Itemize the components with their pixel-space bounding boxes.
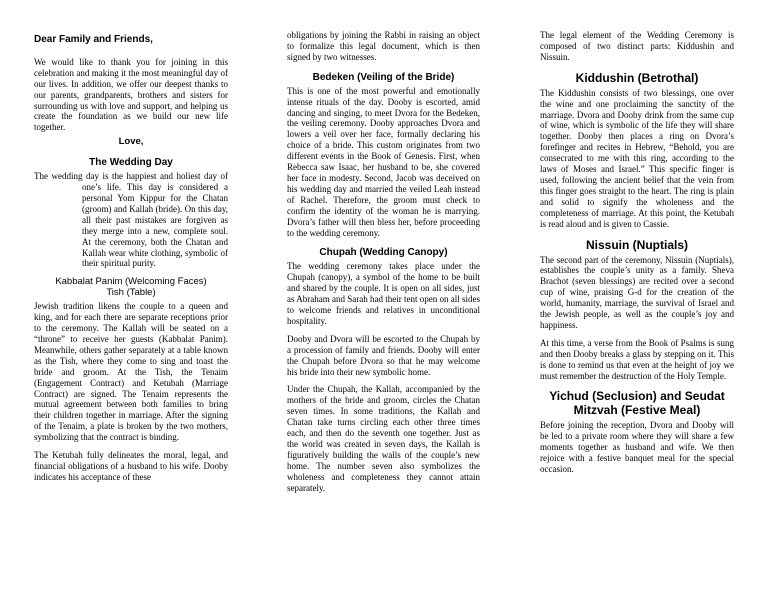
glass-breaking-paragraph: At this time, a verse from the Book of Psalms is sung and then Dooby breaks a glass by stepping on it. This is done to remind us that even at the height of joy we must remember the destruction of the Holy Temple. (540, 337, 734, 381)
column-middle (287, 30, 480, 501)
chupah-paragraph: The wedding ceremony takes place under the Chupah (canopy), a symbol of the home to be built and shared by the couple. It is open on all sides, just as Abraham and Sarah had their tent open on all sides to welcome friends and relatives in unconditional hospitality. (287, 261, 480, 326)
nissuin-heading: Nissuin (Nuptials) (585, 237, 688, 252)
nissuin-paragraph: The second part of the ceremony, Nissuin (Nuptials), establishes the couple’s unity as a family. Sheva Brachot (seven blessings) are recited over a second cup of wine, praising G-d for the creation of the world, humanity, marriage, the survival of Israel and the Jewish people, as well as the couple’s joy and happiness. (540, 254, 734, 330)
wedding-day-paragraph: The wedding day is the happiest and holiest day of one’s life. This day is considered a personal Yom Kippur for the Chatan (groom) and Kallah (bride). On this day, all their past mistakes are forgiven as they merge into a new, complete soul. At the ceremony, both the Chatan and Kallah wear white clothing, symbolic of their spiritual purity. (34, 171, 228, 269)
kiddushin-paragraph: The Kiddushin consists of two blessings, one over the wine and one proclaiming the sanctity of the marriage. Dvora and Dooby drink from the same cup of wine, which is symbolic of the life they will share together. Dooby then places a ring on Dvora’s forefinger and recites in Hebrew, “Behold, you are consecrated to me with this ring, according to the laws of Moses and Israel.” This specific finger is used, following the ancient belief that the vein from this finger goes straight to the heart. The ring is plain and solid to signify the wholeness and the completeness of marriage. At this point, the Ketubah is read aloud and is given to Cassie. (540, 87, 734, 229)
kabbalat-panim-heading (34, 276, 228, 298)
circling-paragraph: Under the Chupah, the Kallah, accompanied by the mothers of the bride and groom, circles the Chatan seven times. In some traditions, the Kallah and Chatan take turns circling each other three times each, and then do the seventh one together. Just as the world was created in seven days, the Kallah is figuratively building the walls of the couple’s new home. The number seven also symbolizes the wholeness and completeness they cannot attain separately. (287, 384, 480, 493)
kiddushin-heading: Kiddushin (Betrothal) (575, 70, 699, 85)
yichud-paragraph: Before joining the reception, Dvora and Dooby will be led to a private room where they will share a few moments together as husband and wife. We then rejoice with a festive banquet meal for the special occasion. (540, 420, 734, 475)
intro-paragraph: We would like to thank you for joining in this celebration and making it the most meaningful day of our lives. In addition, we offer our deepest thanks to our parents, grandparents, brothers and sisters for surrounding us with love and support, and helping us create the foundation as we build our new life together. (34, 56, 228, 133)
escort-paragraph: Dooby and Dvora will be escorted to the Chupah by a procession of family and friends. Dooby will enter the Chupah before Dvora so that he may welcome his bride into their new symbolic home. (287, 333, 480, 377)
sign-off: Love, (118, 136, 144, 148)
kabbalat-heading-line-1: Kabbalat Panim (Welcoming Faces) (55, 276, 207, 288)
salutation: Dear Family and Friends, (34, 34, 153, 45)
legal-element-paragraph: The legal element of the Wedding Ceremony is composed of two distinct parts: Kiddushin and Nissuin. (540, 30, 734, 62)
kabbalat-panim-paragraph: Jewish tradition likens the couple to a queen and king, and for each there are separate receptions prior to the ceremony. The Kallah will be seated on a “throne” to receive her guests (Kabbalat Panim). Meanwhile, others gather separately at a table known as the Tish, where they come to sing and toast the bride and groom. At the Tish, the Tenaim (Engagement Contract) and Ketubah (Marriage Contract) are signed. The Tenaim represents the mutual agreement between both families to bring their children together in marriage. After the signing of the Tenaim, a plate is broken by the two mothers, symbolizing that the contract is binding. (34, 301, 228, 443)
column-right (540, 30, 734, 482)
ketubah-continuation-paragraph: obligations by joining the Rabbi in raising an object to formalize this legal document, which is then signed by two witnesses. (287, 30, 480, 62)
kabbalat-heading-line-2: Tish (Table) (106, 287, 156, 299)
wedding-day-heading: The Wedding Day (89, 157, 173, 169)
ketubah-paragraph: The Ketubah fully delineates the moral, legal, and financial obligations of a husband to his wife. Dooby indicates his acceptance of these (34, 450, 228, 482)
bedeken-heading: Bedeken (Veiling of the Bride) (312, 71, 455, 83)
column-left (34, 30, 228, 490)
bedeken-paragraph: This is one of the most powerful and emotionally intense rituals of the day. Dooby is escorted, amid dancing and singing, to meet Dvora for the Bedeken, the veiling ceremony. Dooby approaches Dvora and lowers a veil over her face, formally declaring his choice of a bride. This custom originates from two different events in the Book of Genesis. First, when Rebecca saw Isaac, her husband to be, she covered her face in modesty. Second, Jacob was deceived on his wedding day and married the veiled Leah instead of Rachel. Therefore, the groom must check to confirm the identity of the woman he is marrying. Dvora’s father will then bless her, before proceeding to the wedding ceremony. (287, 85, 480, 238)
yichud-heading: Yichud (Seclusion) and Seudat Mitzvah (Festive Meal) (549, 389, 725, 418)
chupah-heading: Chupah (Wedding Canopy) (319, 247, 448, 259)
